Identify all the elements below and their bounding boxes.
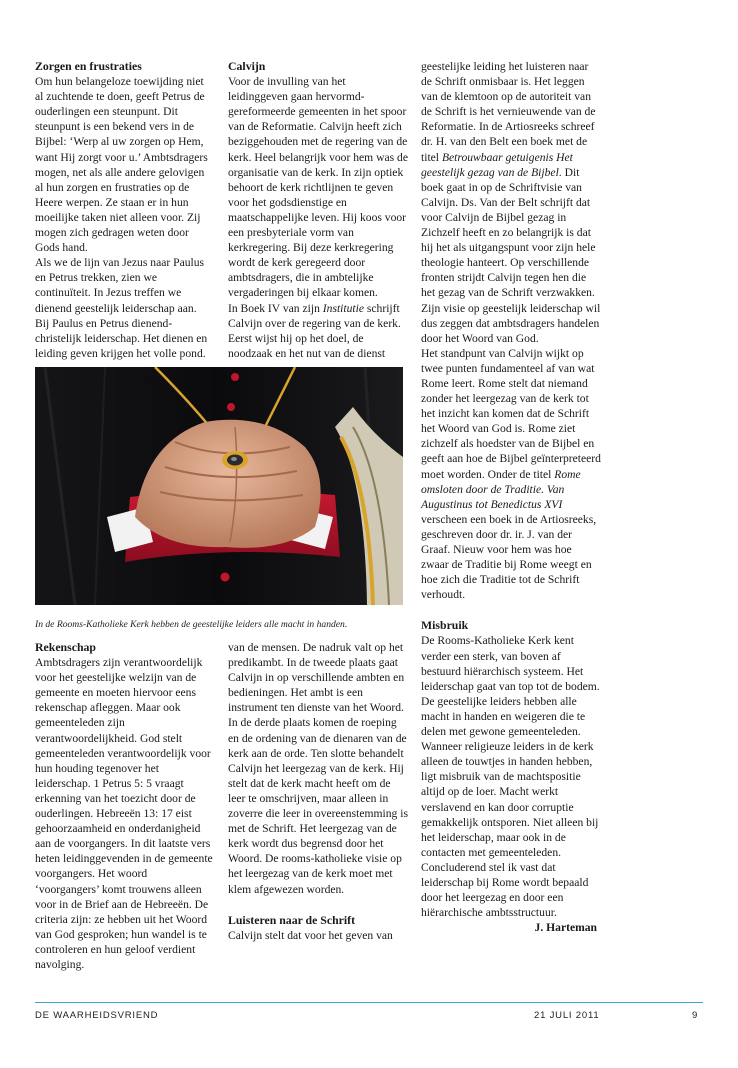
page-number: 9	[692, 1010, 699, 1021]
book-title: Rome omsloten door de Traditie. Van Augustinus tot Benedictus XVI	[421, 467, 581, 511]
cassock-button	[231, 373, 239, 381]
paragraph: De Rooms-Katholieke Kerk kent verder een sterk, van boven af bestuurd hiërarchisch systeem. Het leiderschap gaat van top tot de bodem. De geestelijke leiders hebben alle macht in handen en weigeren die te delen met gewone gemeenteleden. Wanneer religieuze leiders in de kerk alleen de touwtjes in handen hebben, ligt misbruik van de machtspositie altijd op de loer. Macht werkt verslavend en kan door corruptie gemakkelijk ontsporen. Niet alleen bij het leiderschap, maar ook in de contacten met gemeenteleden. Concluderend stel ik vast dat leiderschap bij Rome wordt bepaald door het leergezag en door een hiërarchische ambtsstructuur.	[421, 634, 600, 920]
section-zorgen-en-frustraties	[35, 59, 213, 361]
section-calvijn-continued	[421, 59, 601, 935]
book-title: Betrouwbaar getuigenis Het geestelijk gezag van de Bijbel	[421, 150, 573, 179]
section-heading: Luisteren naar de Schrift	[228, 912, 356, 927]
section-heading: Zorgen en frustraties	[35, 59, 142, 73]
footer-rule	[35, 1002, 703, 1003]
paragraph	[228, 301, 408, 361]
photo-clergy-hands	[35, 367, 403, 605]
section-heading: Misbruik	[421, 618, 469, 633]
text-run: schrijft Calvijn over de regering van de kerk. Eerst wijst hij op het doel, de noodzaak en het nut van de dienst	[228, 301, 401, 360]
paragraph: Voor de invulling van het leidinggeven gaan hervormd-gereformeerde gemeenten in het spoor van de Reformatie. Calvijn heeft zich beziggehouden met de regering van de kerk. Heel belangrijk voor hem was de organisatie van de kerk. In zijn optiek behoort de kerk richtlijnen te geven voor het godsdienstige en maatschappelijke leven. Hij koos voor een presbyteriale vorm van kerkregering. Bij deze kerkregering wordt de kerk geregeerd door ambtsdragers, die in ambtelijke vergaderingen bij elkaar komen.	[228, 75, 408, 300]
text-run: In Boek IV van zijn	[228, 301, 323, 315]
section-heading: Calvijn	[228, 59, 266, 73]
cassock-button	[227, 403, 235, 411]
section-calvijn	[228, 59, 408, 361]
magazine-name: DE WAARHEIDSVRIEND	[35, 1010, 159, 1021]
paragraph: van de mensen. De nadruk valt op het predikambt. In de tweede plaats gaat Calvijn in op verschillende ambten en bedieningen. Het ambt is een instrument ten dienste van het Woord. In de derde plaats komen de roeping en de ordening van de dienaren van de kerk aan de orde. Ten slotte behandelt Calvijn het leergezag van de kerk. Hij stelt dat de kerk macht heeft om de leer te omschrijven, maar alleen in zoverre die leer in overeenstemming is met de Schrift. Het leergezag van de kerk wordt dus begrensd door het Woord. De rooms-katholieke visie op het leergezag van de kerk moet met klem afgewezen worden.	[228, 641, 408, 896]
paragraph	[421, 59, 601, 346]
text-run: . Dit boek gaat in op de Schriftvisie van Calvijn. Ds. Van der Belt schrijft dat voor Calvijn de Bijbel gezag in Zichzelf heeft en zo belangrijk is dat hij het als uitgangspunt voor zijn hele theologie hanteert. Op verschillende fronten strijdt Calvijn tegen hen die het gezag van de Schrift verzwakken. Zijn visie op geestelijk leiderschap wil dus zeggen dat ambtsdragers handelen door het Woord van God.	[421, 165, 601, 345]
clergy-hands-illustration	[35, 367, 403, 605]
issue-date: 21 JULI 2011	[534, 1010, 600, 1021]
cassock-button	[221, 573, 230, 582]
paragraph: Calvijn stelt dat voor het geven van	[228, 928, 393, 942]
author-signature: J. Harteman	[534, 921, 597, 935]
paragraph	[421, 346, 601, 603]
section-heading: Rekenschap	[35, 640, 96, 654]
photo-caption: In de Rooms-Katholieke Kerk hebben de geestelijke leiders alle macht in handen.	[35, 618, 348, 630]
text-run: verscheen een boek in de Artiosreeks, geschreven door dr. ir. J. van der Graaf. Nieuw voor hem was hoe zwaar de Traditie bij Rome weegt en hoe zich die Traditie tot de Schrift verhoudt.	[421, 512, 597, 602]
paragraph: Als we de lijn van Jezus naar Paulus en Petrus trekken, zien we continuïteit. In Jezus treffen we dienend geestelijk leiderschap aan. Bij Paulus en Petrus dienend-christelijk leiderschap. Het dienen en leiding geven krijgen het volle pond.	[35, 256, 208, 360]
paragraph: Om hun belangeloze toewijding niet al zuchtende te doen, geeft Petrus de ouderlingen een steunpunt. Dit steunpunt is een bekend vers in de Bijbel: ‘Werp al uw zorgen op Hem, want Hij zorgt voor u.’ Ambtsdragers mogen, net als alle andere gelovigen al hun zorgen en frustraties op de Heere werpen. Ze staan er in hun moeilijke taken niet alleen voor. Zij mogen zich gedragen weten door Gods hand.	[35, 75, 208, 255]
section-rekenschap	[35, 640, 213, 972]
paragraph: Ambtsdragers zijn verantwoordelijk voor het geestelijke welzijn van de gemeente en moeten hiervoor eens rekenschap afleggen. Maar ook gemeenteleden zijn verantwoordelijkheid. God stelt gemeenteleden verantwoordelijk voor hun houding tegenover het leiderschap. 1 Petrus 5: 5 vraagt erkenning van het toezicht door de ouderlingen. Hebreeën 13: 17 eist gehoorzaamheid en onderdanigheid aan de voorgangers. In dit laatste vers heten leidinggevenden in de gemeente voorgangers. Het woord ‘voorgangers’ komt trouwens alleen voor in de Brief aan de Hebreeën. De criteria zijn: ze hebben uit het Woord van God gesproken; hun wandel is te controleren en hun geloof verdient navolging.	[35, 656, 213, 971]
book-title: Institutie	[322, 301, 364, 315]
text-run: Het standpunt van Calvijn wijkt op twee punten fundamenteel af van wat Rome leert. Rome stelt dat niemand zonder het leergezag van de kerk tot het inzicht kan komen dat de Schrift het Woord van God is. Rome ziet zichzelf als hoedster van de Bijbel en geeft aan hoe de Bijbel geïnterpreteerd moet worden. Onder de titel	[421, 346, 601, 481]
section-calvijn-bottom	[228, 640, 408, 943]
text-run: geestelijke leiding het luisteren naar de Schrift onmisbaar is. Het leggen van de klemtoon op de autoriteit van de Schrift is het vernieuwende van de Reformatie. In de Artiosreeks schreef dr. H. van den Belt een boek met de titel	[421, 60, 596, 164]
